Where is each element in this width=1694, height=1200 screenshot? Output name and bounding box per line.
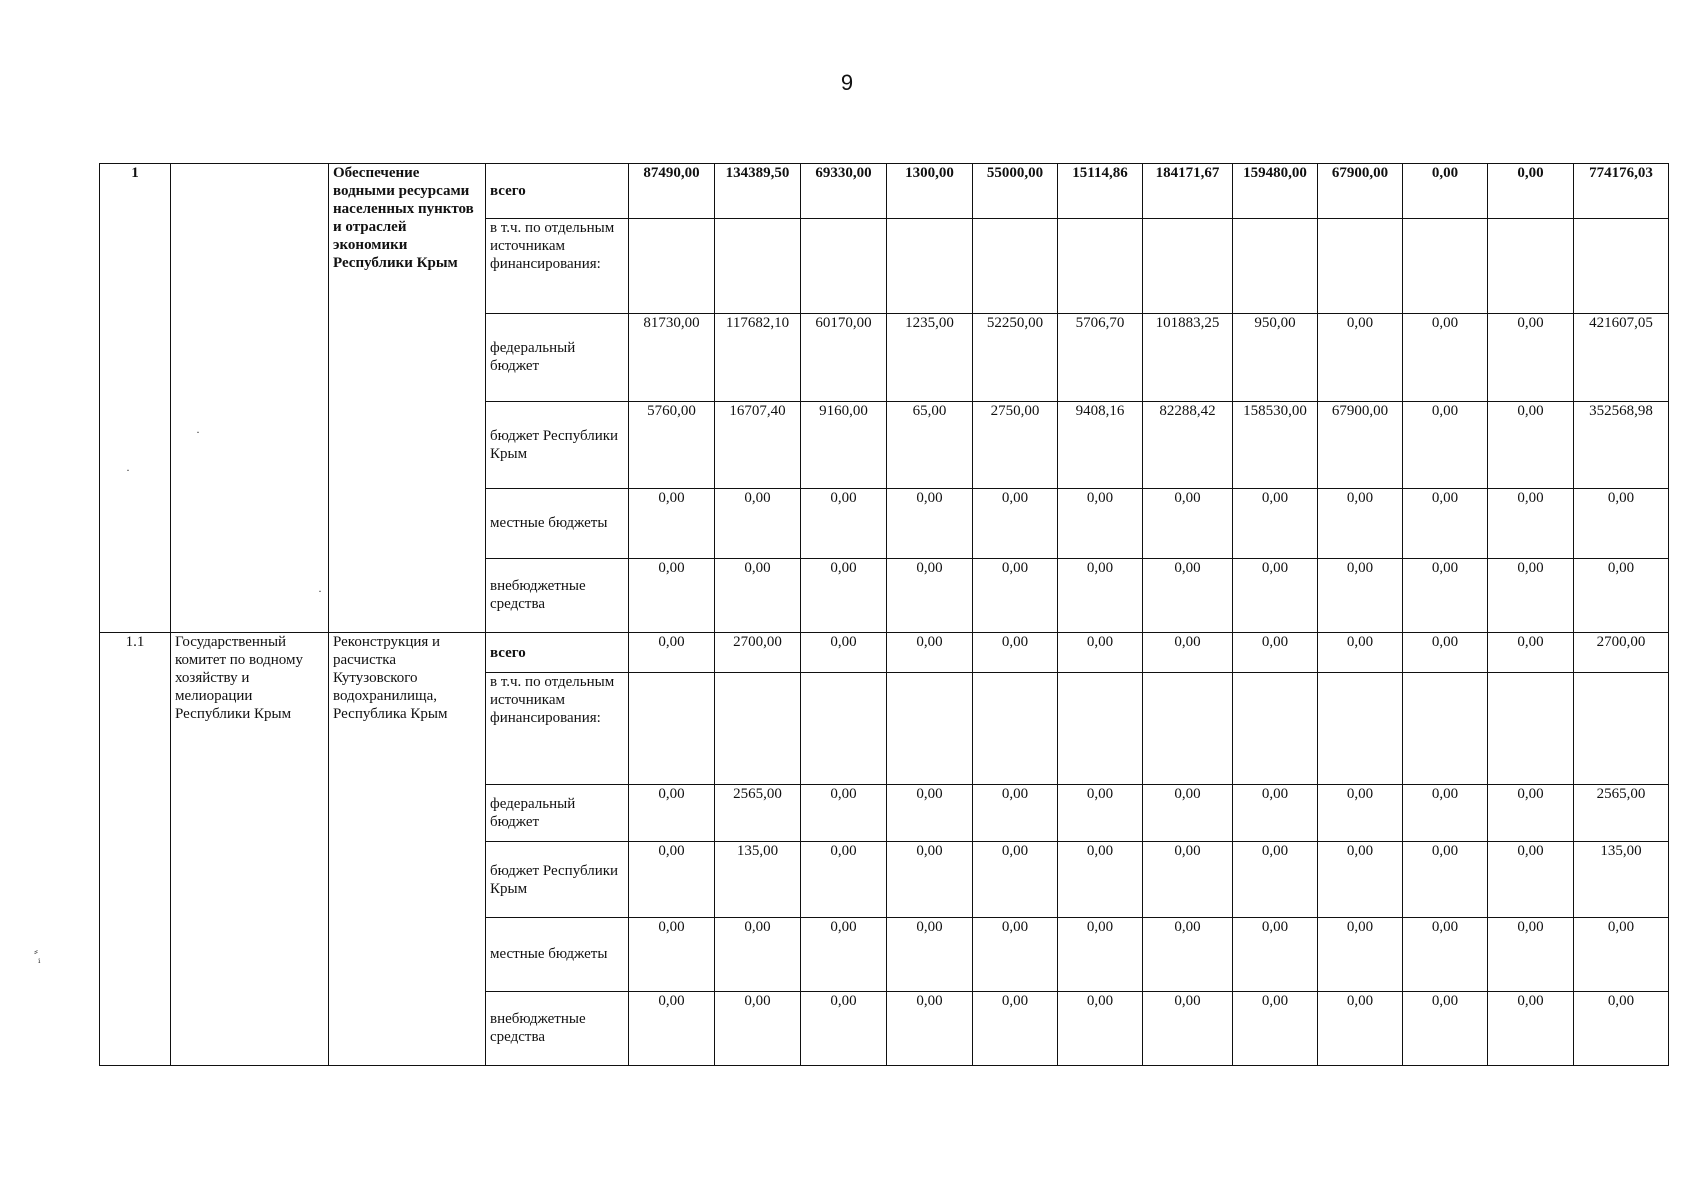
value-cell: 0,00 [887,488,973,558]
value-cell [715,673,801,785]
value-cell [1574,219,1669,314]
value-cell: 0,00 [973,558,1058,632]
value-cell: 0,00 [1574,558,1669,632]
value-cell: 0,00 [1318,558,1403,632]
row-label: в т.ч. по отдельным источникам финансирования: [486,219,629,314]
value-cell: 0,00 [629,842,715,917]
value-cell: 0,00 [801,632,887,672]
value-cell: 0,00 [1488,991,1574,1065]
value-cell: 0,00 [1233,632,1318,672]
value-cell: 159480,00 [1233,164,1318,219]
value-cell: 0,00 [1403,991,1488,1065]
value-cell: 0,00 [1318,917,1403,991]
value-cell: 0,00 [1143,558,1233,632]
value-cell [1403,219,1488,314]
value-cell: 135,00 [715,842,801,917]
value-cell [1403,673,1488,785]
value-cell: 0,00 [715,558,801,632]
row-label: в т.ч. по отдельным источникам финансирования: [486,673,629,785]
value-cell [1233,219,1318,314]
value-cell: 0,00 [973,785,1058,842]
section-title: Реконструкция и расчистка Кутузовского водохранилища, Республика Крым [329,632,486,1065]
value-cell: 2700,00 [715,632,801,672]
value-cell: 0,00 [1403,488,1488,558]
value-cell: 0,00 [1143,488,1233,558]
value-cell: 0,00 [1488,917,1574,991]
value-cell: 2565,00 [1574,785,1669,842]
value-cell [1058,219,1143,314]
row-label: местные бюджеты [486,917,629,991]
section-index: 1 [100,164,171,633]
value-cell: 0,00 [1488,632,1574,672]
value-cell: 60170,00 [801,314,887,401]
value-cell [801,219,887,314]
value-cell: 0,00 [1488,785,1574,842]
value-cell: 0,00 [1488,314,1574,401]
value-cell: 0,00 [629,991,715,1065]
value-cell: 0,00 [1233,785,1318,842]
row-label: внебюджетные средства [486,558,629,632]
value-cell: 0,00 [801,842,887,917]
value-cell: 0,00 [715,991,801,1065]
row-label-total: всего [486,632,629,672]
value-cell: 0,00 [1058,488,1143,558]
section-title: Обеспечение водными ресурсами населенных пунктов и отраслей экономики Республики Крым [329,164,486,633]
row-label: бюджет Республики Крым [486,401,629,488]
value-cell: 0,00 [629,558,715,632]
value-cell: 87490,00 [629,164,715,219]
value-cell: 0,00 [1488,842,1574,917]
value-cell [1488,673,1574,785]
value-cell: 0,00 [973,488,1058,558]
budget-table [99,163,1669,1066]
value-cell: 0,00 [801,917,887,991]
value-cell: 0,00 [1318,785,1403,842]
value-cell: 0,00 [1233,991,1318,1065]
value-cell: 0,00 [1403,632,1488,672]
value-cell: 0,00 [1403,558,1488,632]
value-cell [973,673,1058,785]
value-cell: 0,00 [1058,917,1143,991]
value-cell: 117682,10 [715,314,801,401]
value-cell: 2750,00 [973,401,1058,488]
value-cell: 0,00 [1318,632,1403,672]
value-cell: 0,00 [629,488,715,558]
value-cell: 67900,00 [1318,164,1403,219]
value-cell: 52250,00 [973,314,1058,401]
value-cell: 0,00 [1233,842,1318,917]
section-index: 1.1 [100,632,171,1065]
value-cell [1058,673,1143,785]
section-executor [171,164,329,633]
value-cell [973,219,1058,314]
value-cell: 0,00 [1143,842,1233,917]
value-cell [1318,673,1403,785]
value-cell: 0,00 [1318,842,1403,917]
value-cell: 0,00 [1143,785,1233,842]
value-cell: 0,00 [801,558,887,632]
value-cell: 0,00 [1318,488,1403,558]
value-cell: 0,00 [629,785,715,842]
value-cell: 0,00 [1058,558,1143,632]
value-cell: 0,00 [1058,632,1143,672]
value-cell: 0,00 [1058,991,1143,1065]
row-label: бюджет Республики Крым [486,842,629,917]
value-cell [629,673,715,785]
value-cell: 0,00 [1233,558,1318,632]
value-cell [887,219,973,314]
value-cell: 774176,03 [1574,164,1669,219]
value-cell: 0,00 [1403,401,1488,488]
value-cell [715,219,801,314]
value-cell: 950,00 [1233,314,1318,401]
value-cell: 9160,00 [801,401,887,488]
value-cell: 0,00 [1403,314,1488,401]
value-cell [887,673,973,785]
value-cell: 0,00 [1143,991,1233,1065]
value-cell: 0,00 [801,991,887,1065]
page-number: 9 [840,70,854,95]
value-cell: 67900,00 [1318,401,1403,488]
value-cell [1318,219,1403,314]
value-cell: 0,00 [887,842,973,917]
value-cell: 82288,42 [1143,401,1233,488]
value-cell: 1235,00 [887,314,973,401]
value-cell: 135,00 [1574,842,1669,917]
value-cell: 0,00 [1488,164,1574,219]
value-cell: 0,00 [973,991,1058,1065]
value-cell: 0,00 [629,632,715,672]
value-cell: 158530,00 [1233,401,1318,488]
value-cell: 0,00 [1143,632,1233,672]
row-label-total: всего [486,164,629,219]
value-cell: 0,00 [1574,991,1669,1065]
value-cell: 0,00 [1403,842,1488,917]
value-cell: 0,00 [1488,488,1574,558]
value-cell: 69330,00 [801,164,887,219]
section-executor: Государственный комитет по водному хозяйству и мелиорации Республики Крым [171,632,329,1065]
value-cell: 1300,00 [887,164,973,219]
value-cell: 101883,25 [1143,314,1233,401]
value-cell: 65,00 [887,401,973,488]
value-cell: 5760,00 [629,401,715,488]
value-cell: 2565,00 [715,785,801,842]
value-cell: 0,00 [887,632,973,672]
value-cell [1233,673,1318,785]
value-cell: 9408,16 [1058,401,1143,488]
value-cell [1143,673,1233,785]
value-cell: 81730,00 [629,314,715,401]
value-cell [1488,219,1574,314]
value-cell: 0,00 [887,991,973,1065]
value-cell: 5706,70 [1058,314,1143,401]
value-cell: 0,00 [1143,917,1233,991]
value-cell: 0,00 [715,917,801,991]
value-cell: 0,00 [973,917,1058,991]
value-cell [629,219,715,314]
table-row [100,632,1669,672]
value-cell: 0,00 [1488,401,1574,488]
value-cell: 0,00 [887,785,973,842]
value-cell: 421607,05 [1574,314,1669,401]
table-row [100,164,1669,219]
value-cell [1143,219,1233,314]
value-cell: 0,00 [1574,488,1669,558]
value-cell: 55000,00 [973,164,1058,219]
value-cell: 0,00 [887,558,973,632]
value-cell: 134389,50 [715,164,801,219]
value-cell: 0,00 [973,842,1058,917]
value-cell: 0,00 [1058,785,1143,842]
value-cell: 0,00 [629,917,715,991]
value-cell [801,673,887,785]
value-cell: 0,00 [801,785,887,842]
value-cell: 0,00 [1233,488,1318,558]
value-cell: 0,00 [887,917,973,991]
value-cell: 0,00 [801,488,887,558]
value-cell: 0,00 [1058,842,1143,917]
value-cell: 184171,67 [1143,164,1233,219]
value-cell: 0,00 [1233,917,1318,991]
value-cell: 16707,40 [715,401,801,488]
value-cell: 0,00 [1403,917,1488,991]
row-label: внебюджетные средства [486,991,629,1065]
row-label: федеральный бюджет [486,314,629,401]
value-cell: 0,00 [1318,314,1403,401]
budget-table-body [100,164,1669,1066]
value-cell: 2700,00 [1574,632,1669,672]
value-cell: 0,00 [1403,785,1488,842]
value-cell: 15114,86 [1058,164,1143,219]
value-cell: 0,00 [973,632,1058,672]
value-cell [1574,673,1669,785]
value-cell: 0,00 [715,488,801,558]
value-cell: 0,00 [1318,991,1403,1065]
value-cell: 0,00 [1488,558,1574,632]
value-cell: 0,00 [1403,164,1488,219]
row-label: федеральный бюджет [486,785,629,842]
value-cell: 352568,98 [1574,401,1669,488]
value-cell: 0,00 [1574,917,1669,991]
row-label: местные бюджеты [486,488,629,558]
